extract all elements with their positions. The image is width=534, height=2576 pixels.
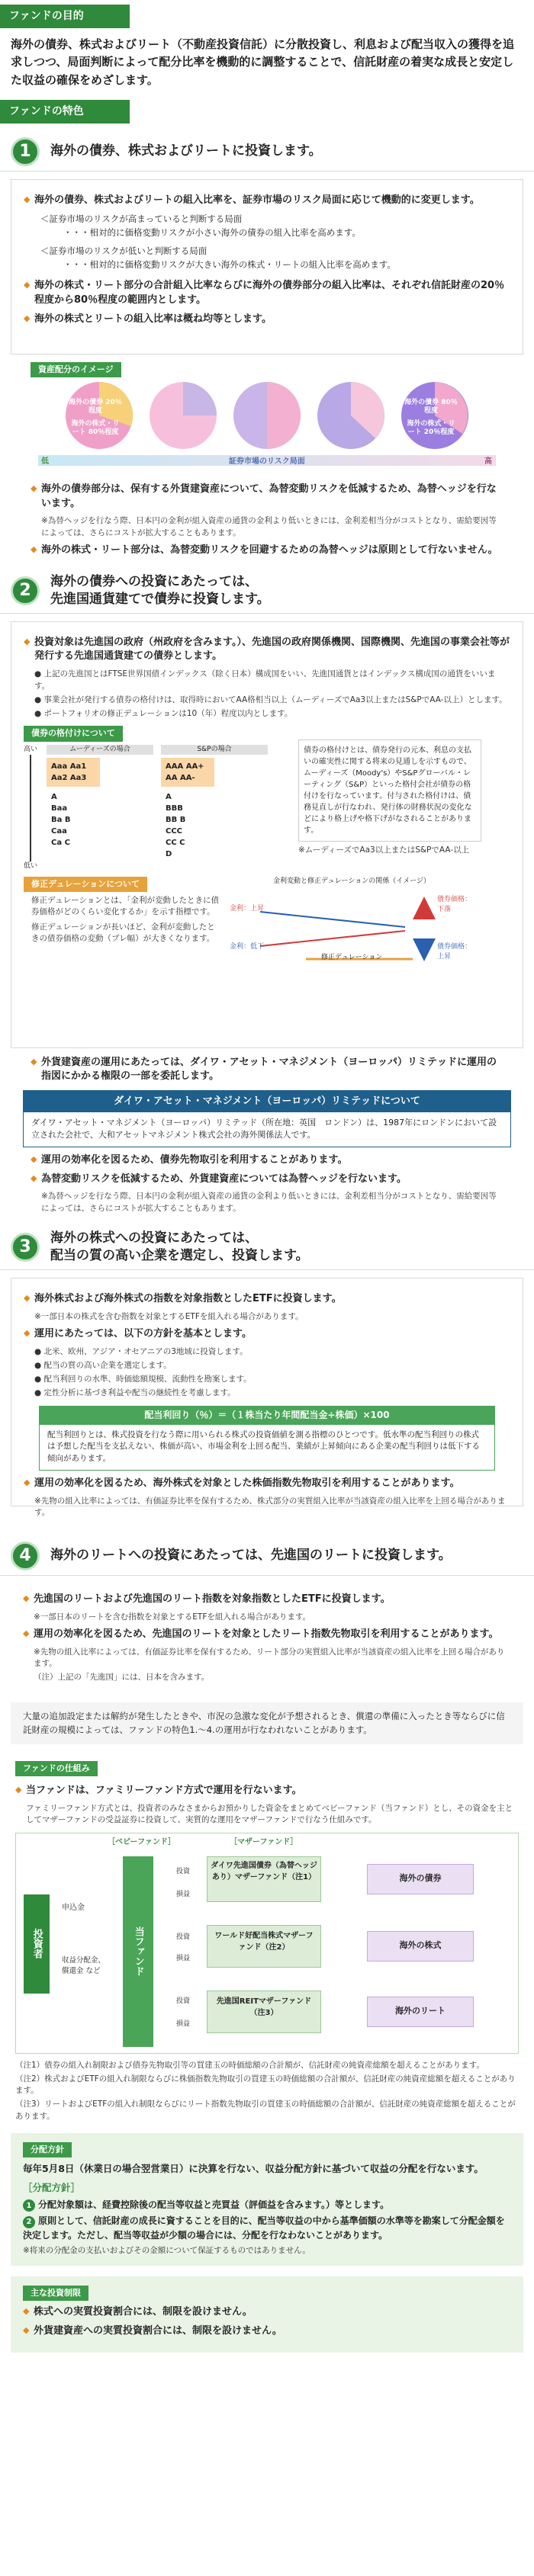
daiwa-title: ダイワ・アセット・マネジメント（ヨーロッパ）リミテッドについて (24, 1091, 510, 1112)
rating-note: ※ムーディーズでAa3以上またはS&PでAA-以上 (298, 845, 470, 855)
target-1: 海外の債券 (367, 1864, 474, 1894)
rating-description (298, 726, 481, 872)
distribution-point-1 (23, 2198, 511, 2212)
bullet: ◆ 投資対象は先進国の政府（州政府を含みます。）、先進国の政府関係機関、国際機関、先進国の事業会社等が発行する先進国通貨建ての債券とします。 (24, 636, 510, 665)
gain-label: 損益 (176, 1890, 191, 1898)
rate-up-label: 金利：上昇 (230, 904, 265, 913)
note: （注2）株式およびETFの組入れ制限ならびに株価指数先物取引の買建玉の時価総額の合計額が、信託財産の純資産総額を超えることがあります。 (15, 2074, 516, 2096)
section-2-header (0, 569, 534, 614)
circle-right-label-2: 海外の株式・リート 20％程度 (407, 419, 455, 436)
section-2-lower (31, 1056, 503, 1085)
bullet: ◆ 先進国のリートおよび先進国のリート指数を対象指数としたETFに投資します。 (23, 1593, 511, 1607)
note: ● 上記の先進国とはFTSE世界国債インデックス（除く日本）構成国をいい、先進国通貨とはインデックス構成国の通貨をいいます。 (34, 669, 496, 691)
moodys-rest: A Baa Ba B Caa Ca C (51, 793, 71, 848)
axis-label: 証券市場のリスク局面 (229, 457, 305, 466)
dividend-formula: 配当利回り（％）＝（１株当たり年間配当金÷株価）×100 (39, 1406, 495, 1424)
bullet: ◆ 海外の株式とリートの組入比率は概ね均等とします。 (24, 313, 510, 327)
note: ※先物の組入比率によっては、有価証券比率を保有するため、リート部分の実質組入比率が当該資産の組入比率を上回る場合があります。 (34, 1647, 505, 1668)
sub-text: ・・・相対的に価格変動リスクが大きい海外の株式・リートの組入比率を高めます。 (63, 259, 396, 271)
axis-high: 高 (484, 457, 492, 466)
bullet: ◆ 運用の効率化を図るため、先進国のリートを対象としたリート指数先物取引を利用することがあります。 (23, 1628, 511, 1642)
rating-table (24, 745, 291, 872)
target-3: 海外のリート (367, 1997, 474, 2027)
note: ● 定性分析に基づき利益や配当の継続性を考慮します。 (34, 1388, 236, 1398)
distribution-point-2 (23, 2214, 511, 2242)
distribution-label: ［分配方針］ (23, 2181, 81, 2193)
section-2-bullets (31, 1153, 503, 1214)
mother-fund-3: 先進国REITマザーファンド（注3） (207, 1991, 321, 2033)
bullet: ◆ 運用の効率化を図るため、海外株式を対象とした株価指数先物取引を利用することがあります。 (24, 1477, 510, 1491)
rate-down-label: 金利：低下 (230, 942, 265, 951)
rating-high: 高い (24, 745, 38, 753)
note: ● 配当利回りの水準、時価総額規模、流動性を勘案します。 (34, 1375, 252, 1384)
bullet: ◆ 海外の債券部分は、保有する外貨建資産について、為替変動リスクを低減するため、為替ヘッジを行ないます。 (31, 483, 503, 512)
invest-label: 投資 (176, 1997, 191, 2005)
dividend-formula-text: 配当利回りとは、株式投資を行なう際に用いられる株式の投資価値を測る指標のひとつです。低水準の配当利回りの株式は予想した配当を支払えない、株価が高い、市場金利を上回る配当、業績が上昇傾向にある企業の配当利回りは低下する傾向があります。 (39, 1424, 495, 1471)
duration-p2: 修正デュレーションが長いほど、金利が変動したときの債券価格の変動（ブレ幅）が大きくなります。 (31, 922, 215, 943)
section-4-header (0, 1537, 534, 1576)
section-1-box (11, 179, 523, 354)
rating-section (24, 726, 510, 872)
fund-box: 当ファンド (123, 1856, 153, 2047)
section-3-title-2: 配当の質の高い企業を選定し、投資します。 (50, 1247, 309, 1263)
sub-text: ＜証券市場のリスクが高まっていると判断する局面 (40, 213, 243, 224)
note: ※為替ヘッジを行なう際、日本円の金利が組入資産の通貨の金利より低いときには、金利差相当分がコストとなり、需給要因等によっては、さらにコストが拡大することもあります。 (41, 516, 497, 537)
note: （注1）債券の組入れ制限および債券先物取引等の買建玉の時価総額の合計額が、信託財産の純資産総額を超えることがあります。 (15, 2060, 484, 2070)
moodys-label: ムーディーズの場合 (47, 745, 153, 755)
bullet: ◆ 運用にあたっては、以下の方針を基本とします。 (24, 1327, 510, 1342)
mechanism-notes (15, 2060, 519, 2122)
duration-section (24, 877, 510, 968)
note: ※一部日本の株式を含む指数を対象とするETFを組入れる場合があります。 (34, 1311, 304, 1321)
limits-heading: 主な投資制限 (23, 2286, 88, 2302)
note: ● 配当の質の高い企業を選定します。 (34, 1360, 172, 1370)
purpose-heading: ファンドの目的 (0, 5, 130, 28)
number-2-icon: 2 (23, 2216, 35, 2228)
daiwa-text: ダイワ・アセット・マネジメント（ヨーロッパ）リミテッド（所在地：英国 ロンドン）は、1987年にロンドンにおいて設立された会社で、大和アセットマネジメント株式会社の海外関係法人です。 (31, 1117, 497, 1140)
rating-desc-box: 債券の格付けとは、債券発行の元本、利息の支払いの確実性に関する将来の見通しを示すもので、ムーディーズ（Moody's）やS&Pグローバル・レーティング（S&P）といった格付会社が債券の格付けを行なっています。付与された格付けは、債務見直しが行なわれ、発行体の財務状況の変化などにより格上げや格下げがなされることがあります。 (298, 739, 481, 842)
section-number-badge: 3 (11, 1233, 40, 1262)
distribution-section (11, 2133, 523, 2266)
limits-section (11, 2276, 523, 2353)
chart-tab: 資産配分のイメージ (31, 362, 121, 378)
bullet: ◆ 海外の債券、株式およびリートの組入比率を、証券市場のリスク局面に応じて機動的に変更します。 (24, 194, 510, 208)
bullet: ◆ 為替変動リスクを低減するため、外貨建資産については為替ヘッジを行ないます。 (31, 1173, 503, 1187)
note: （注）上記の「先進国」には、日本を含みます。 (34, 1673, 210, 1683)
dividend-label: 収益分配金、償還金 など (62, 1955, 106, 1975)
note: ※為替ヘッジを行なう際、日本円の金利が組入資産の通貨の金利より低いときには、金利差相当分がコストとなり、需給要因等によっては、さらにコストが拡大することもあります。 (41, 1192, 497, 1213)
mechanism-section (15, 1784, 519, 1826)
section-number-badge: 4 (11, 1541, 40, 1570)
circle-right-label: 海外の債券 80％程度 (404, 398, 458, 415)
bullet: ◆ 運用の効率化を図るため、債券先物取引を利用することがあります。 (31, 1153, 503, 1168)
section-number-badge: 1 (11, 137, 40, 166)
price-down-label: 債券価格：下落 (437, 895, 472, 914)
bullet: ◆ 海外の株式・リート部分は、為替変動リスクを回避するための為替ヘッジは原則として行ないません。 (31, 544, 503, 558)
moodys-top: Aaa Aa1 Aa2 Aa3 (47, 758, 100, 787)
duration-text (24, 877, 222, 968)
subscribe-label: 申込金 (62, 1903, 85, 1912)
duration-tab: 修正デュレーションについて (24, 877, 147, 893)
note: ※先物の組入比率によっては、有価証券比率を保有するため、株式部分の実質組入比率が当該資産の組入比率を上回る場合があります。 (34, 1496, 506, 1517)
section-1-header (0, 133, 534, 172)
mother-fund-2: ワールド好配当株式マザーファンド（注2） (207, 1925, 321, 1968)
invest-label: 投資 (176, 1933, 191, 1941)
mechanism-heading: ファンドの仕組み (15, 1761, 98, 1777)
baby-label: ［ベビーファンド］ (108, 1837, 175, 1846)
gain-label: 損益 (176, 1954, 191, 1962)
note: ● 事業会社が発行する債券の格付けは、取得時においてAA格相当以上（ムーディーズでAa3以上またはS&PでAA-以上）とします。 (34, 695, 507, 704)
gain-label: 損益 (176, 2019, 191, 2028)
rating-tab: 債券の格付けについて (24, 726, 123, 742)
rating-chart (24, 726, 291, 872)
section-3-box (11, 1278, 523, 1517)
note: ● ポートフォリオの修正デュレーションは10（年）程度以内とします。 (34, 708, 293, 718)
section-3-header (0, 1225, 534, 1270)
investor-box: 投資者 (24, 1894, 50, 1994)
section-number-badge: 2 (11, 576, 40, 605)
bullet: ◆ 当ファンドは、ファミリーファンド方式で運用を行ないます。 (15, 1784, 519, 1798)
target-2: 海外の株式 (367, 1931, 474, 1962)
note: （注3）リートおよびETFの組入れ制限ならびにリート指数先物取引の買建玉の時価総額の合計額が、信託財産の純資産総額を超えることがあります。 (15, 2100, 516, 2121)
axis-low: 低 (41, 457, 49, 466)
invest-label: 投資 (176, 1867, 191, 1875)
duration-p1: 修正デュレーションとは、「金利が変動したときに債券価格がどのくらい変化するか」を示す指標です。 (31, 896, 220, 917)
mother-fund-1: ダイワ先進国債券（為替ヘッジあり）マザーファンド（注1） (207, 1856, 321, 1902)
price-up-label: 債券価格：上昇 (437, 942, 472, 961)
sub-text: ・・・相対的に価格変動リスクが小さい海外の債券の組入比率を高めます。 (63, 227, 361, 239)
allocation-image (31, 362, 503, 476)
distribution-note: ※将来の分配金の支払いおよびその金額について保証するものではありません。 (23, 2245, 310, 2255)
sub-text: ＜証券市場のリスクが低いと判断する局面 (40, 245, 207, 256)
features-heading: ファンドの特色 (0, 100, 130, 124)
mechanism-desc: ファミリーファンド方式とは、投資者のみなさまからお預かりした資金をまとめてベビーファンド（当ファンド）とし、その資金を主としてマザーファンドの受益証券に投資して、実質的な運用をマザーファンドで行なう仕組みです。 (26, 1804, 513, 1825)
mother-label: ［マザーファンド］ (230, 1837, 298, 1846)
distribution-heading: 分配方針 (23, 2142, 72, 2158)
bullet: ◆ 外貨建資産への実質投資割合には、制限を設けません。 (23, 2324, 511, 2339)
notice-text: 大量の追加設定または解約が発生したときや、市況の急激な変化が予想されるとき、償還の準備に入ったとき等ならびに信託財産の規模によっては、ファンドの特色1.〜4.の運用が行なわれないことがあります。 (11, 1702, 523, 1744)
number-1-icon: 1 (23, 2199, 35, 2212)
duration-chart-title: 金利変動と修正デュレーションの関係（イメージ） (272, 877, 431, 885)
circle-left-label-2: 海外の株式・リート 80％程度 (71, 419, 120, 436)
bullet: ◆ 株式への実質投資割合には、制限を設けません。 (23, 2305, 511, 2320)
purpose-text: 海外の債券、株式およびリート（不動産投資信託）に分散投資し、利息および配当収入の獲得を追求しつつ、局面判断によって配分比率を機動的に調整することで、信託財産の着実な成長と安定した収益の確保をめざします。 (11, 37, 515, 87)
duration-label: 修正デュレーション (321, 953, 383, 961)
circle-left-label: 海外の債券 20％程度 (69, 398, 122, 415)
section-1-footnotes (31, 483, 503, 558)
rating-low: 低い (24, 862, 38, 871)
section-4-title: 海外のリートへの投資にあたっては、先進国のリートに投資します。 (50, 1548, 452, 1564)
section-1-title: 海外の債券、株式およびリートに投資します。 (50, 143, 322, 159)
note: ● 北米、欧州、アジア・オセアニアの3地域に投資します。 (34, 1346, 248, 1356)
section-2-title-2: 先進国通貨建てで債券に投資します。 (50, 591, 270, 607)
sp-label: S&Pの場合 (161, 745, 268, 755)
section-4-box (11, 1583, 523, 1695)
distribution-point-2-text: 原則として、信託財産の成長に資することを目的に、配当等収益の中から基準価額の水準等を勘案して分配金額を決定します。ただし、配当等収益が少額の場合には、分配を行なわないことがあります。 (23, 2215, 505, 2241)
bullet: ◆ 海外の株式・リート部分の合計組入比率ならびに海外の債券部分の組入比率は、それぞれ信託財産の20％程度から80％程度の範囲内とします。 (24, 279, 510, 308)
section-3-title-1: 海外の株式への投資にあたっては、 (50, 1230, 258, 1246)
bullet: ◆ 外貨建資産の運用にあたっては、ダイワ・アセット・マネジメント（ヨーロッパ）リミテッドに運用の指図にかかる権限の一部を委託します。 (31, 1056, 503, 1085)
duration-chart (230, 877, 474, 968)
bullet: ◆ 海外株式および海外株式の指数を対象指数としたETFに投資します。 (24, 1292, 510, 1307)
distribution-text: 毎年5月8日（休業日の場合翌営業日）に決算を行ない、収益分配方針に基づいて収益の分配を行ないます。 (23, 2163, 484, 2175)
mechanism-diagram (15, 1833, 519, 2054)
daiwa-panel (23, 1090, 511, 1147)
note: ※一部日本のリートを含む指数を対象とするETFを組入れる場合があります。 (34, 1612, 311, 1622)
sp-top: AAA AA+ AA AA- (161, 758, 214, 787)
distribution-point-1-text: 分配対象額は、経費控除後の配当等収益と売買益（評価益を含みます。）等とします。 (38, 2199, 390, 2210)
sp-rest: A BBB BB B CCC CC C D (166, 793, 186, 859)
section-2-box (11, 621, 523, 1048)
section-2-title-1: 海外の債券への投資にあたっては、 (50, 573, 258, 589)
